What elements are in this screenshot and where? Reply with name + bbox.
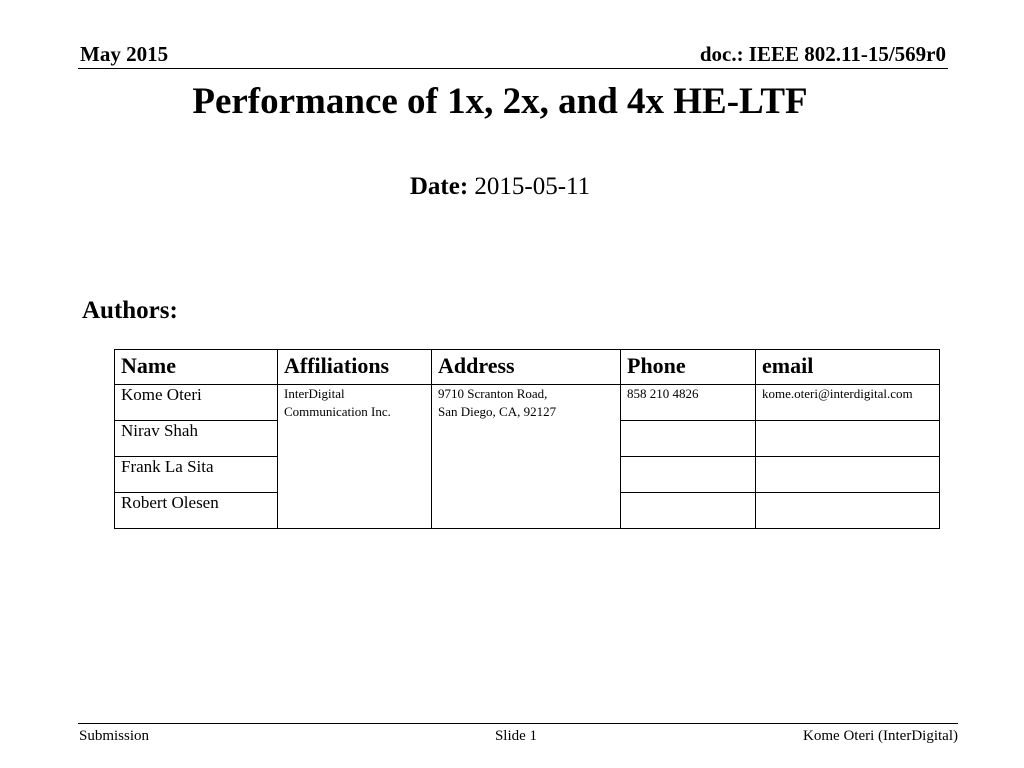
author-email <box>756 421 940 457</box>
slide-title: Performance of 1x, 2x, and 4x HE-LTF <box>192 81 808 122</box>
table-header-row <box>115 350 940 385</box>
date-label: Date: <box>409 173 469 200</box>
table-row <box>115 385 940 421</box>
author-name: Frank La Sita <box>115 457 278 493</box>
footer-submission: Submission <box>79 728 150 744</box>
author-phone: 858 210 4826 <box>621 385 756 421</box>
author-name: Kome Oteri <box>115 385 278 421</box>
column-header-affiliations: Affiliations <box>278 350 432 385</box>
date-line <box>0 173 1000 201</box>
address-cell <box>432 385 621 529</box>
author-name: Nirav Shah <box>115 421 278 457</box>
column-header-name: Name <box>115 350 278 385</box>
address-line: San Diego, CA, 92127 <box>438 404 557 419</box>
date-value: 2015-05-11 <box>474 173 591 200</box>
header-date: May 2015 <box>80 42 169 66</box>
author-email <box>756 457 940 493</box>
author-email <box>756 493 940 529</box>
footer-divider <box>78 723 958 724</box>
footer-author: Kome Oteri (InterDigital) <box>803 728 958 744</box>
author-phone <box>621 457 756 493</box>
authors-heading: Authors: <box>82 297 178 324</box>
author-name: Robert Olesen <box>115 493 278 529</box>
column-header-phone: Phone <box>621 350 756 385</box>
authors-table <box>114 349 940 529</box>
header-doc-number: doc.: IEEE 802.11-15/569r0 <box>699 42 946 66</box>
author-email: kome.oteri@interdigital.com <box>756 385 940 421</box>
affiliation-line: Communication Inc. <box>284 404 391 419</box>
author-phone <box>621 421 756 457</box>
header-divider <box>78 68 948 69</box>
footer-slide-number: Slide 1 <box>494 728 538 744</box>
column-header-email: email <box>756 350 940 385</box>
column-header-address: Address <box>432 350 621 385</box>
address-line: 9710 Scranton Road, <box>438 386 548 401</box>
affiliation-cell <box>278 385 432 529</box>
author-phone <box>621 493 756 529</box>
affiliation-line: InterDigital <box>284 386 345 401</box>
